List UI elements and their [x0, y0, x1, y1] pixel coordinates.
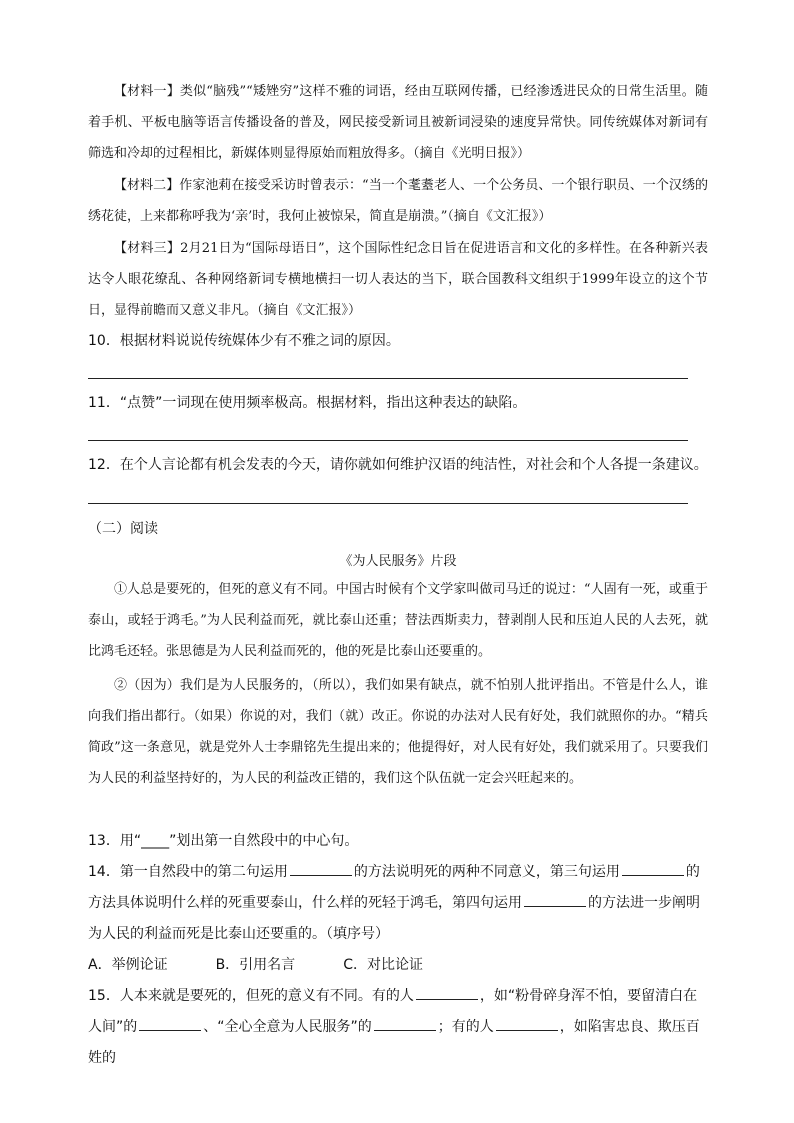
q14-part-d: 的方法进一步阐明为人民的利益而死是比泰山还要重的。（填序号）	[88, 895, 700, 942]
q14-blank-2[interactable]	[622, 861, 684, 876]
q15-blank-1[interactable]	[416, 985, 478, 1000]
q13-underline-mark: ____	[141, 833, 170, 849]
option-c: C．对比论证	[343, 957, 423, 973]
q13-pre: 13．用“	[88, 833, 142, 849]
q15-part-b: ，如“粉骨碎身浑不怕，要留清白在人间”的	[88, 988, 698, 1035]
material-one: 【材料一】类似“脑残”“矮矬穷”这样不雅的词语，经由互联网传播，已经渗透进民众的日常生活里。随着手机、平板电脑等语言传播设备的普及，网民接受新词且被新词浸染的速度异常快。同传统媒体对新词有筛选和冷却的过程相比，新媒体则显得原始而粗放得多。（摘自《光明日报》）	[88, 84, 708, 161]
q15-blank-3[interactable]	[374, 1016, 436, 1031]
question-12: 12．在个人言论都有机会发表的今天，请你就如何维护汉语的纯洁性，对社会和个人各提一条建议。	[88, 457, 708, 473]
q15-blank-2[interactable]	[139, 1016, 201, 1031]
passage-title: 《为人民服务》片段	[339, 554, 457, 569]
q15-part-c: 、“全心全意为人民服务”的	[203, 1019, 372, 1035]
q14-blank-1[interactable]	[290, 861, 352, 876]
q15-part-d: ；有的人	[437, 1019, 494, 1035]
q15-blank-4[interactable]	[496, 1016, 558, 1031]
question-10: 10．根据材料说说传统媒体少有不雅之词的原因。	[88, 333, 400, 349]
question-11: 11．“点赞”一词现在使用频率极高。根据材料，指出这种表达的缺陷。	[88, 395, 527, 411]
section-heading: （二）阅读	[88, 521, 158, 537]
question-14	[88, 857, 708, 950]
q14-part-b: 的方法说明死的两种不同意义，第三句运用	[353, 864, 620, 880]
question-13	[88, 826, 708, 857]
passage-paragraph-1: ①人总是要死的，但死的意义有不同。中国古时候有个文学家叫做司马迁的说过：“人固有一死，或重于泰山，或轻于鸿毛。”为人民利益而死，就比泰山还重；替法西斯卖力，替剥削人民和压迫人民的人去死，就比鸿毛还轻。张思德是为人民利益而死的，他的死是比泰山还要重的。	[88, 582, 708, 659]
q14-part-c: 的方法具体说明什么样的死重要泰山，什么样的死轻于鸿毛，第四句运用	[88, 864, 700, 911]
question-14-options	[88, 950, 708, 981]
q15-part-a: 15．人本来就是要死的，但死的意义有不同。有的人	[88, 988, 414, 1004]
q13-post: ”划出第一自然段中的中心句。	[169, 833, 359, 849]
q15-part-e: ，如陷害忠良、欺压百姓的	[88, 1019, 700, 1066]
q14-part-a: 14．第一自然段中的第二句运用	[88, 864, 288, 880]
answer-line-10[interactable]	[88, 378, 688, 379]
option-b: B．引用名言	[215, 957, 296, 973]
option-a: A．举例论证	[88, 957, 168, 973]
answer-line-12[interactable]	[88, 503, 688, 504]
answer-line-11[interactable]	[88, 440, 688, 441]
material-three: 【材料三】2月21日为“国际母语日”，这个国际性纪念日旨在促进语言和文化的多样性。在各种新兴表达令人眼花缭乱、各种网络新词专横地横扫一切人表达的当下，联合国教科文组织于1999年设立的这个节日，显得前瞻而又意义非凡。（摘自《文汇报》）	[88, 241, 708, 318]
question-15	[88, 981, 708, 1074]
passage-paragraph-2: ②（因为）我们是为人民服务的，（所以），我们如果有缺点，就不怕别人批评指出。不管是什么人，谁向我们指出都行。（如果）你说的对，我们（就）改正。你说的办法对人民有好处，我们就照你的办。“精兵简政”这一条意见，就是党外人士李鼎铭先生提出来的；他提得好，对人民有好处，我们就采用了。只要我们为人民的利益坚持好的，为人民的利益改正错的，我们这个队伍就一定会兴旺起来的。	[88, 678, 708, 786]
q14-blank-3[interactable]	[524, 892, 586, 907]
material-two: 【材料二】作家池莉在接受采访时曾表示：“当一个耄耋老人、一个公务员、一个银行职员、一个汉绣的绣花徒，上来都称呼我为‘亲’时，我何止被惊呆，简直是崩溃。”（摘自《文汇报》）	[88, 178, 708, 224]
